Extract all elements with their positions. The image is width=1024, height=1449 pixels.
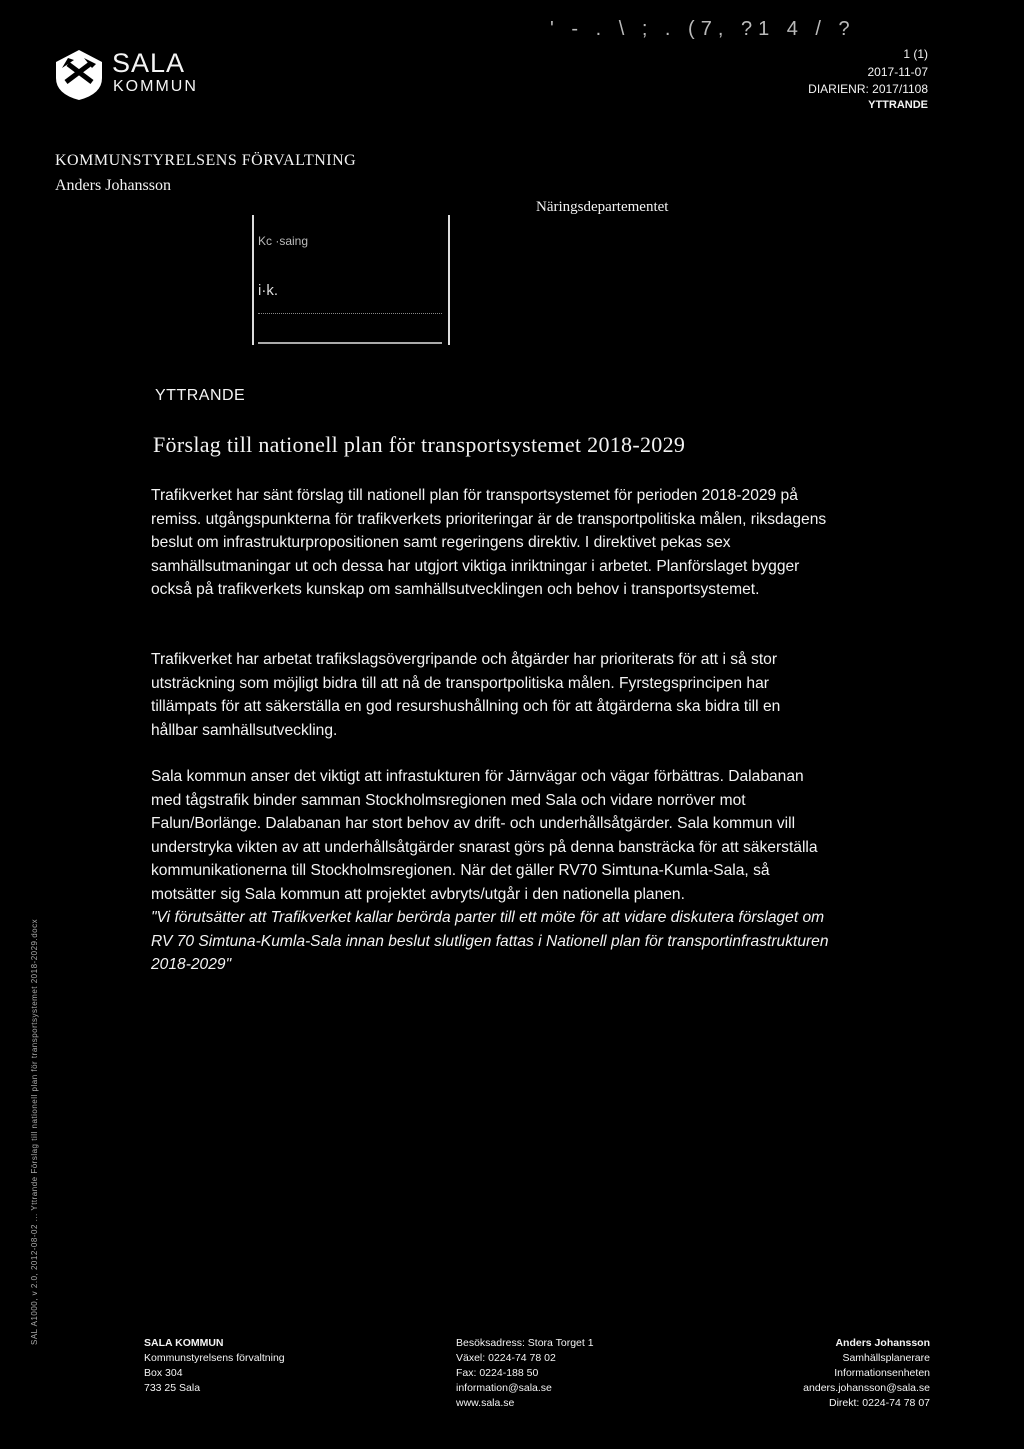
paragraph-3-block <box>151 765 831 977</box>
footer-contact-direct: Direkt: 0224-74 78 07 <box>829 1397 930 1409</box>
footer-postal: 733 25 Sala <box>144 1382 201 1394</box>
paragraph-1: Trafikverket har sänt förslag till nationell plan för transportsystemet för perioden 2018-2029 på remiss. utgångspunkterna för trafikverkets prioriteringar är de transportpolitiska målen, riksdagens beslut om infrastrukturpropositionen samt regeringens direktiv. I direktivet pekas sex samhällsutmaningar ut och dessa har utgjort viktiga inriktningar i arbetet. Planförslaget bygger också på trafikverkets kunskap om samhällsutvecklingen och behov i transportsystemet. <box>151 487 827 598</box>
footer-contact-role: Samhällsplanerare <box>842 1352 930 1364</box>
sender-name: Anders Johansson <box>55 177 171 194</box>
paragraph-3: Sala kommun anser det viktigt att infrastukturen för Järnvägar och vägar förbättras. Dalabanan med tågstrafik binder samman Stockholmsregionen med Sala och vidare norröver mot Falun/Borlänge. Dalabanan har stort behov av drift- och underhållsåtgärder. Sala kommun vill understryka vikten av att underhållsåtgärder snarast görs på denna bansträcka för att säkerställa kommunikationerna till Stockholmsregionen. När det gäller RV70 Simtuna-Kumla-Sala, så motsätter sig Sala kommun att projektet avbryts/utgår i den nationella planen. <box>151 768 818 903</box>
footer-org-name: SALA KOMMUN <box>144 1337 224 1349</box>
quote: "Vi förutsätter att Trafikverket kallar berörda parter till ett möte för att vidare diskutera förslaget om RV 70 Simtuna-Kumla-Sala innan beslut slutligen fattas i Nationell plan för transportinfrastrukturen 2018-2029" <box>151 909 829 973</box>
footer-contact-unit: Informationsenheten <box>834 1367 930 1379</box>
header-doc-type: YTTRANDE <box>868 99 928 111</box>
footer-contact-name: Anders Johansson <box>835 1337 930 1349</box>
footer-web: www.sala.se <box>456 1397 515 1409</box>
footer-contact-info <box>456 1336 594 1411</box>
stamp-smudge <box>258 313 442 344</box>
footer-box: Box 304 <box>144 1367 183 1379</box>
template-side-text: SAL A1000, v 2.0, 2012-08-02 ... Yttrande Förslag till nationell plan för transportsystemet 2018-2029.docx <box>30 918 39 1345</box>
footer-organisation <box>144 1336 285 1396</box>
document-date: 2017-11-07 <box>867 65 928 79</box>
logo-name: SALA <box>112 48 186 78</box>
footer-switchboard: Växel: 0224-74 78 02 <box>456 1352 556 1364</box>
diarienummer: DIARIENR: 2017/1108 <box>808 82 928 96</box>
stamp-line-1: Kc ·saing <box>258 234 309 248</box>
sala-kommun-logo <box>54 46 214 106</box>
sender-office: KOMMUNSTYRELSENS FÖRVALTNING <box>55 152 357 169</box>
logo-sub: KOMMUN <box>113 78 198 95</box>
footer-visit: Besöksadress: Stora Torget 1 <box>456 1337 594 1349</box>
document-type: YTTRANDE <box>155 387 246 404</box>
received-stamp <box>252 215 450 345</box>
paragraph-2: Trafikverket har arbetat trafikslagsövergripande och åtgärder har prioriterats för att i så stor utsträckning som möjligt bidra till att nå de transportpolitiska målen. Fyrstegsprincipen har tillämpats för att säkerställa en god resurshushållning och för att åtgärderna ska bidra till en hållbar samhällsutveckling. <box>151 651 781 739</box>
page-title: Förslag till nationell plan för transportsystemet 2018-2029 <box>153 432 686 457</box>
page-number: 1 (1) <box>903 47 928 61</box>
footer-org-unit: Kommunstyrelsens förvaltning <box>144 1352 285 1364</box>
recipient: Näringsdepartementet <box>536 199 669 215</box>
footer-fax: Fax: 0224-188 50 <box>456 1367 539 1379</box>
top-stamp: ' - . \ ; . (7, ?1 4 / ? <box>550 18 856 40</box>
stamp-line-2: i·k. <box>258 282 278 299</box>
coat-of-arms-icon <box>54 48 104 100</box>
footer-email: information@sala.se <box>456 1382 552 1394</box>
footer-contact-person <box>803 1336 930 1411</box>
footer-contact-email: anders.johansson@sala.se <box>803 1382 930 1394</box>
